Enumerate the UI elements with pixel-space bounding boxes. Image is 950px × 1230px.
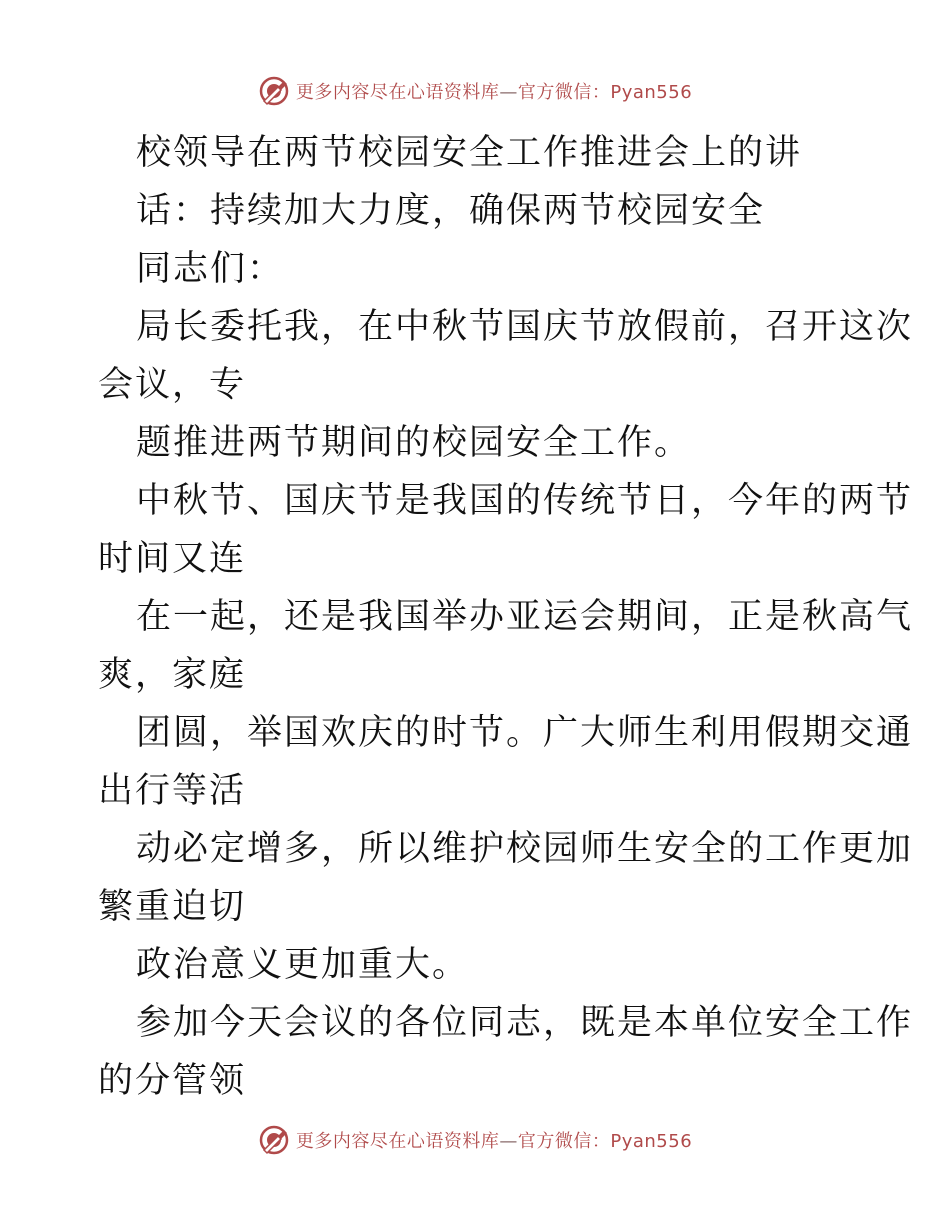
- paragraph-line: 时间又连: [98, 539, 247, 579]
- title-line-2: 话：持续加大力度，确保两节校园安全: [136, 191, 766, 231]
- pen-logo-icon: [258, 1124, 290, 1156]
- paragraph-line: 爽，家庭: [98, 655, 247, 695]
- title-line-1: 校领导在两节校园安全工作推进会上的讲: [136, 133, 803, 173]
- watermark-text: 更多内容尽在心语资料库—官方微信：Pyan556: [295, 1131, 693, 1152]
- paragraph-line: 政治意义更加重大。: [136, 945, 470, 985]
- paragraph-line: 题推进两节期间的校园安全工作。: [136, 423, 692, 463]
- paragraph-line: 动必定增多，所以维护校园师生安全的工作更加: [136, 829, 914, 869]
- paragraph-line: 参加今天会议的各位同志，既是本单位安全工作: [136, 1003, 914, 1043]
- paragraph-line: 局长委托我，在中秋节国庆节放假前，召开这次: [136, 307, 914, 347]
- footer-watermark: [0, 1120, 950, 1160]
- watermark-text: 更多内容尽在心语资料库—官方微信：Pyan556: [295, 82, 693, 103]
- paragraph-line: 在一起，还是我国举办亚运会期间，正是秋高气: [136, 597, 914, 637]
- paragraph-line: 团圆，举国欢庆的时节。广大师生利用假期交通: [136, 713, 914, 753]
- paragraph-line: 中秋节、国庆节是我国的传统节日，今年的两节: [136, 481, 914, 521]
- paragraph-line: 会议，专: [98, 365, 247, 405]
- paragraph-line: 的分管领: [98, 1061, 247, 1101]
- pen-logo-icon: [258, 75, 290, 107]
- header-watermark: [0, 71, 950, 111]
- paragraph-line: 出行等活: [98, 771, 247, 811]
- document-body: [98, 124, 914, 1110]
- paragraph-line: 繁重迫切: [98, 887, 247, 927]
- salutation: 同志们：: [136, 249, 285, 289]
